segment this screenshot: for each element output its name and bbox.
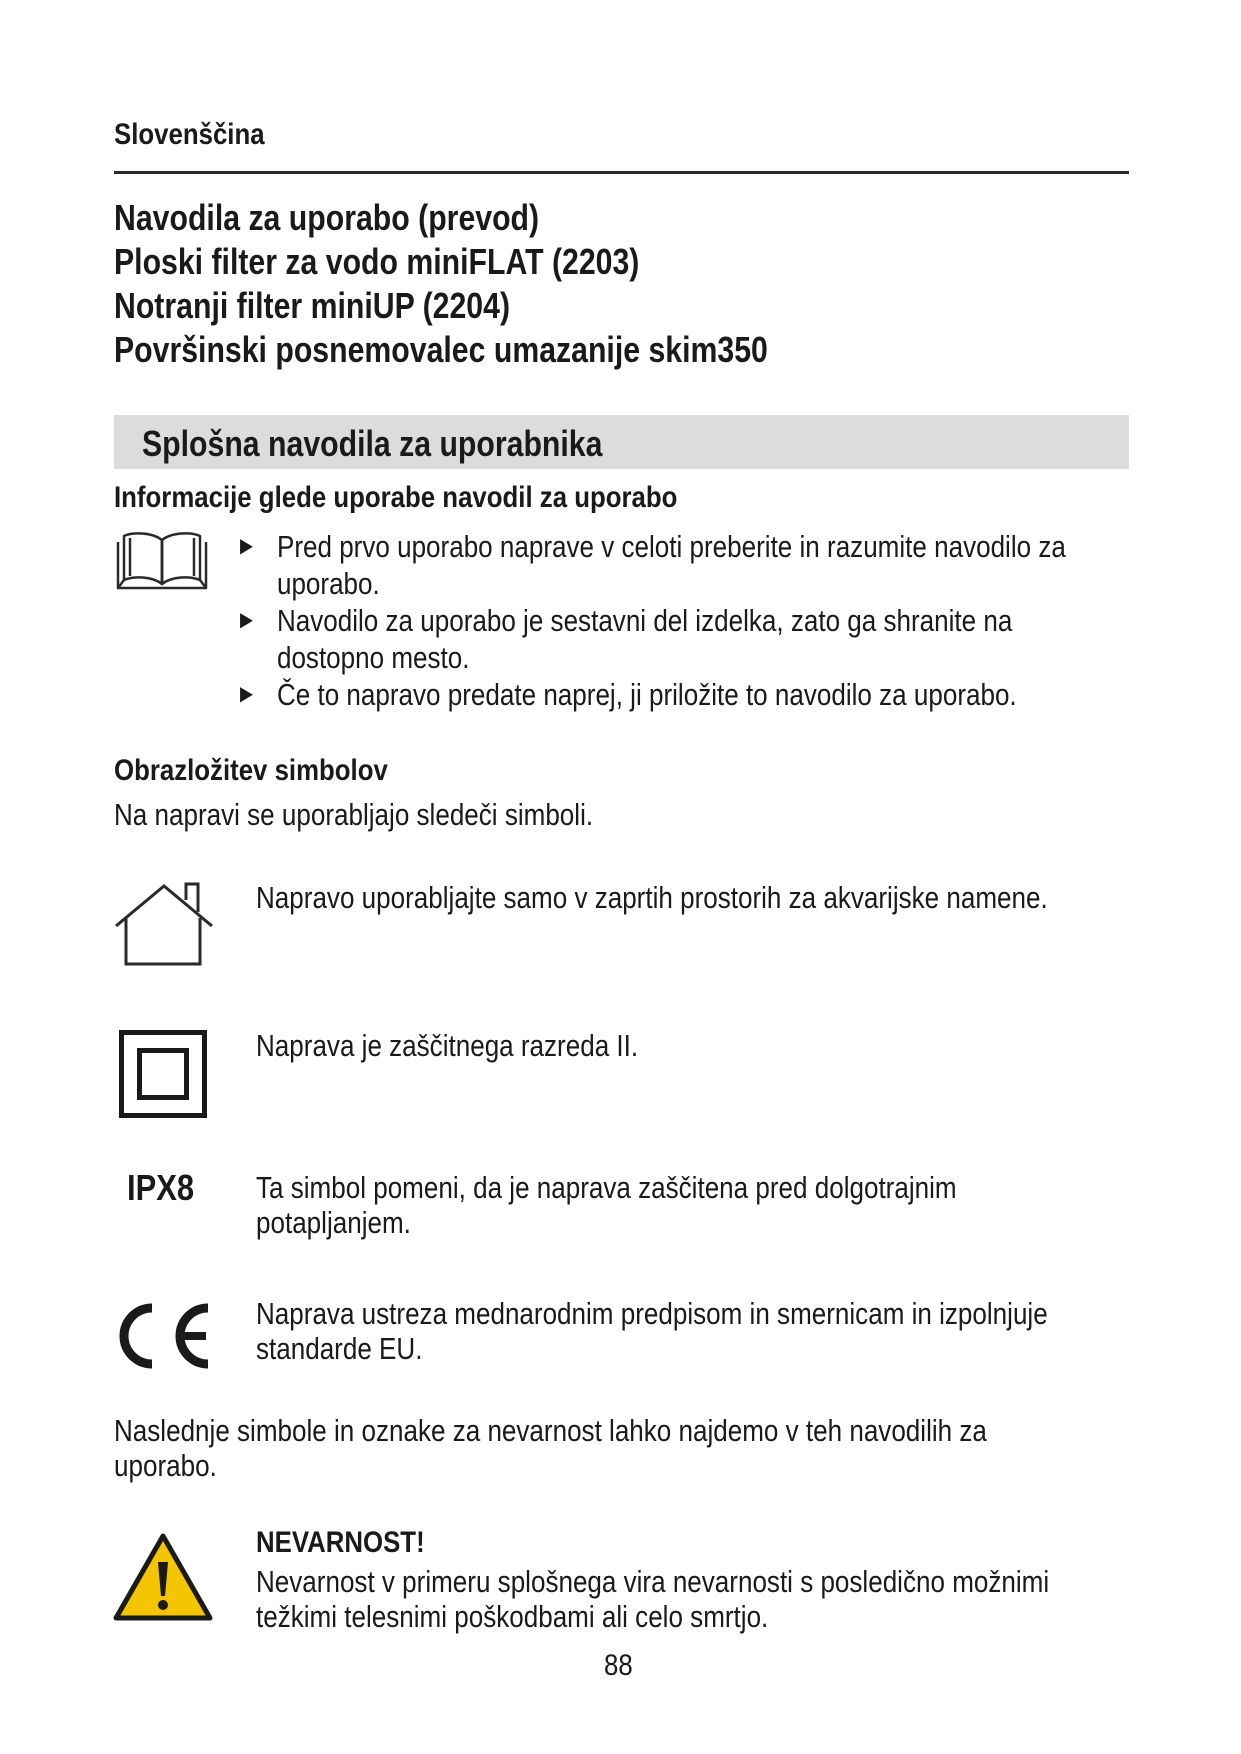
bullet-arrow-icon: ▶	[240, 535, 253, 557]
hazard-intro-line: Naslednje simbole in oznake za nevarnost lahko najdemo v teh navodilih za	[114, 1413, 987, 1448]
header-divider	[114, 171, 1129, 174]
bullet-item	[240, 676, 1066, 713]
symbol-description: Naprava je zaščitnega razreda II.	[256, 1028, 639, 1063]
hazard-intro	[114, 1413, 987, 1483]
hazard-description-line: težkimi telesnimi poškodbami ali celo smrtjo.	[256, 1599, 769, 1634]
hazard-description	[256, 1564, 1049, 1634]
title-line: Površinski posnemovalec umazanije skim350	[114, 329, 768, 370]
protection-class-ii-icon	[119, 1030, 207, 1123]
bullet-text-line: uporabo.	[276, 566, 380, 601]
bullet-arrow-icon: ▶	[240, 683, 253, 705]
title-line: Ploski filter za vodo miniFLAT (2203)	[114, 241, 640, 282]
info-heading: Informacije glede uporabe navodil za uporabo	[114, 481, 678, 514]
warning-triangle-icon	[112, 1532, 214, 1627]
language-label: Slovenščina	[114, 118, 265, 151]
bullet-text-line: Če to napravo predate naprej, ji priložite to navodilo za uporabo.	[276, 677, 1017, 712]
bullet-text-line: Pred prvo uporabo naprave v celoti preberite in razumite navodilo za	[276, 529, 1066, 564]
bullet-text-line: Navodilo za uporabo je sestavni del izdelka, zato ga shranite na	[276, 603, 1013, 638]
house-icon	[112, 880, 214, 971]
symbol-description-line: potapljanjem.	[256, 1205, 411, 1240]
title-line: Navodila za uporabo (prevod)	[114, 197, 540, 238]
bullet-item	[240, 528, 1066, 602]
document-title	[114, 196, 768, 372]
hazard-intro-line: uporabo.	[114, 1448, 217, 1483]
page-number: 88	[604, 1649, 633, 1682]
hazard-description-line: Nevarnost v primeru splošnega vira nevarnosti s posledično možnimi	[256, 1564, 1050, 1599]
book-icon	[112, 528, 212, 599]
ce-mark-icon	[112, 1300, 216, 1377]
symbol-description-line: standarde EU.	[256, 1331, 423, 1366]
ipx8-label: IPX8	[127, 1167, 195, 1208]
bullet-item	[240, 602, 1066, 676]
section-title: Splošna navodila za uporabnika	[142, 423, 603, 464]
title-line: Notranji filter miniUP (2204)	[114, 285, 511, 326]
info-bullet-list	[240, 528, 1066, 713]
bullet-text-line: dostopno mesto.	[276, 640, 470, 675]
symbol-description	[256, 1296, 1048, 1366]
symbols-heading: Obrazložitev simbolov	[114, 754, 388, 787]
symbol-description-line: Naprava ustreza mednarodnim predpisom in smernicam in izpolnjuje	[256, 1296, 1048, 1331]
hazard-title: NEVARNOST!	[256, 1526, 425, 1559]
symbols-intro: Na napravi se uporabljajo sledeči simboli.	[114, 797, 594, 832]
symbol-description-line: Ta simbol pomeni, da je naprava zaščitena pred dolgotrajnim	[256, 1170, 957, 1205]
symbol-description	[256, 1170, 957, 1240]
bullet-arrow-icon: ▶	[240, 609, 253, 631]
symbol-description: Napravo uporabljajte samo v zaprtih prostorih za akvarijske namene.	[256, 880, 1048, 915]
